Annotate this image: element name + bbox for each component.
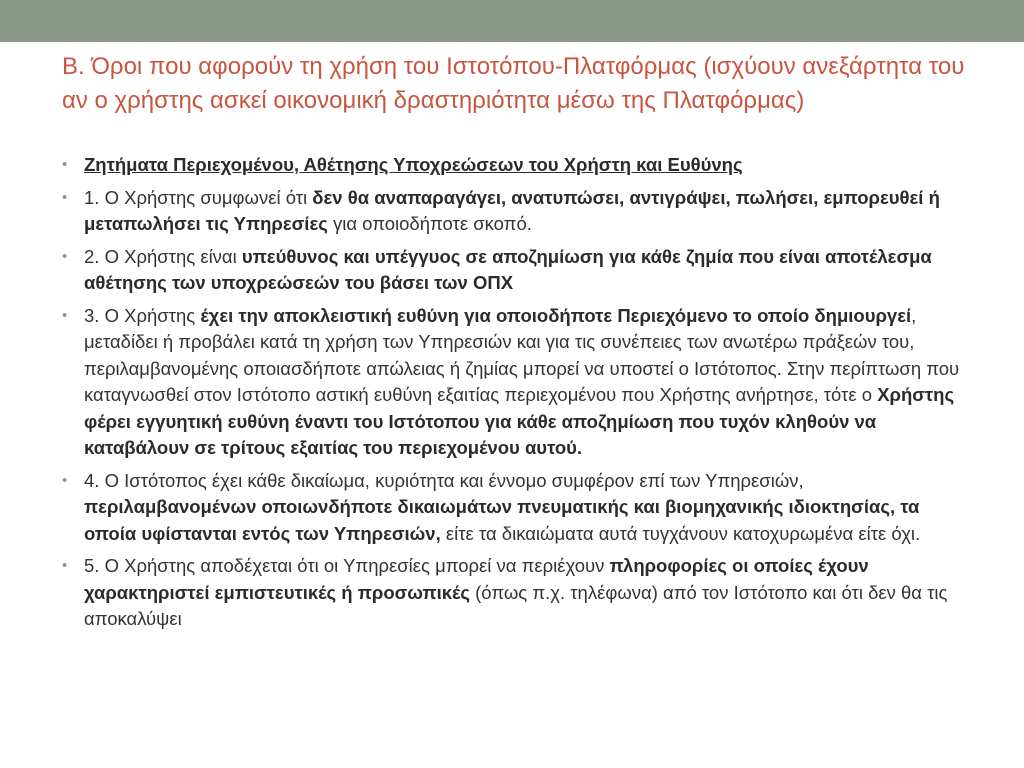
header-bar xyxy=(0,0,1024,42)
item-emphasis: έχει την αποκλειστική ευθύνη για οποιοδήποτε Περιεχόμενο το οποίο δημιουργεί xyxy=(200,304,912,326)
item-text: 5. Ο Χρήστης αποδέχεται ότι οι Υπηρεσίες μπορεί να περιέχουν xyxy=(84,555,610,576)
list-item xyxy=(62,303,974,462)
list-item xyxy=(62,468,974,548)
item-text: , μεταδίδει ή προβάλει κατά τη χρήση των Υπηρεσιών και για τις συνέπειες των ανωτέρω πράξεών του, περιλαμβανομένης οποιασδήποτε απώλειας ή ζημίας μπορεί να υποστεί ο Ιστότοπος. Στην περίπτωση που καταγνωσθεί στον Ιστότοπο αστική ευθύνη εξαιτίας περιεχομένου που Χρήστης ανήρτησε, τότε ο xyxy=(84,304,960,405)
bullet-icon: • xyxy=(62,156,68,173)
item-emphasis: υπεύθυνος και υπέγγυος σε αποζημίωση για κάθε ζημία που είναι αποτέλεσμα αθέτησης των υποχρεώσεών του βάσει των ΟΠΧ xyxy=(84,245,932,293)
item-emphasis: περιλαμβανομένων οποιωνδήποτε δικαιωμάτων πνευματικής και βιομηχανικής ιδιοκτησίας, τα οποία υφίστανται εντός των Υπηρεσιών, xyxy=(84,496,920,544)
bullet-list xyxy=(62,152,974,639)
item-emphasis: πληροφορίες οι οποίες έχουν χαρακτηριστεί εμπιστευτικές ή προσωπικές xyxy=(84,555,869,603)
item-emphasis: δεν θα αναπαραγάγει, ανατυπώσει, αντιγράψει, πωλήσει, εμπορευθεί ή μεταπωλήσει τις Υπηρεσίες xyxy=(84,186,940,234)
list-item xyxy=(62,185,974,238)
bullet-icon: • xyxy=(62,471,68,489)
list-item xyxy=(62,244,974,297)
list-item xyxy=(62,553,974,633)
item-text: 2. Ο Χρήστης είναι xyxy=(84,245,242,267)
bullet-icon: • xyxy=(62,306,68,324)
bullet-icon: • xyxy=(62,188,68,206)
slide-title: Β. Όροι που αφορούν τη χρήση του Ιστοτόπου-Πλατφόρμας (ισχύουν ανεξάρτητα του αν ο χρήστης ασκεί οικονομική δραστηριότητα μέσω της Πλατφόρμας) xyxy=(62,53,965,114)
item-text: είτε τα δικαιώματα αυτά τυγχάνουν κατοχυρωμένα είτε όχι. xyxy=(440,522,921,544)
item-text: (όπως π.χ. τηλέφωνα) από τον Ιστότοπο και ότι δεν θα τις αποκαλύψει xyxy=(84,581,948,629)
item-text: 3. Ο Χρήστης xyxy=(84,304,201,326)
bullet-icon: • xyxy=(62,247,68,265)
item-text: 1. Ο Χρήστης συμφωνεί ότι xyxy=(84,186,313,208)
section-heading: Ζητήματα Περιεχομένου, Αθέτησης Υποχρεώσεων του Χρήστη και Ευθύνης xyxy=(84,154,743,175)
bullet-icon: • xyxy=(62,557,68,574)
item-emphasis: Χρήστης φέρει εγγυητική ευθύνη έναντι του Ιστότοπου για κάθε αποζημίωση που τυχόν κληθούν να καταβάλουν σε τρίτους εξαιτίας του περιεχομένου αυτού. xyxy=(84,384,955,458)
item-text: 4. Ο Ιστότοπος έχει κάθε δικαίωμα, κυριότητα και έννομο συμφέρον επί των Υπηρεσιών, xyxy=(84,469,804,491)
item-text: για οποιοδήποτε σκοπό. xyxy=(327,213,532,234)
list-item-heading xyxy=(62,152,974,179)
